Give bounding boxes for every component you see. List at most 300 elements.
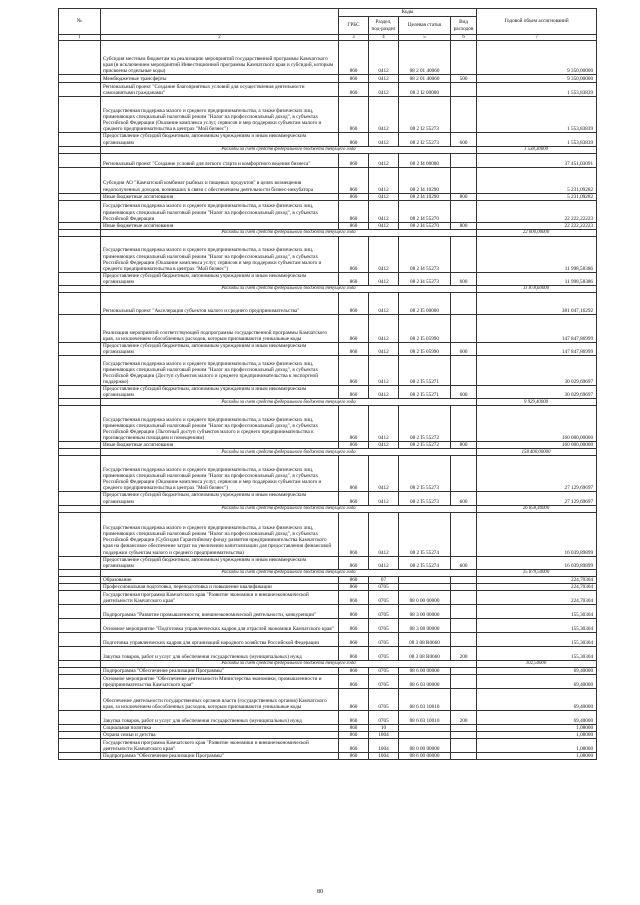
row-number-cell	[59, 711, 101, 725]
row-section: 0412	[369, 386, 399, 399]
row-grbs: 860	[339, 512, 369, 556]
table-row	[59, 133, 597, 146]
row-vr	[451, 633, 477, 647]
row-section: 0705	[369, 711, 399, 725]
row-name: Субсидия местным бюджетам на реализацию мероприятий государственной программы Камчатского края (в исключением мероприятий Инвестиционной программы Камчатского края и субсидий, которым присвоены отдельные коды)	[101, 41, 339, 75]
table-row	[59, 583, 597, 590]
row-target: 08 2 01 40060	[399, 41, 451, 75]
row-name: Подготовка управленческих кадров для организаций народного хозяйства Российской Федерации	[101, 633, 339, 647]
row-number-cell	[59, 689, 101, 711]
row-note: Расходы за счет средств федерального бюджета текущего года	[101, 661, 477, 668]
row-name: Охрана семьи и детства	[101, 732, 339, 739]
row-number-cell	[59, 732, 101, 739]
header-num-2: 2	[101, 35, 339, 41]
row-target	[399, 576, 451, 583]
row-sum: 1 553,83839	[477, 83, 597, 97]
row-grbs: 860	[339, 753, 369, 760]
row-number-cell	[59, 342, 101, 355]
row-name: Подпрограмма "Обеспечение реализации Программы"	[101, 668, 339, 675]
row-target: 08 2 I2 00000	[399, 83, 451, 97]
row-number-cell	[59, 285, 101, 292]
row-sum: 37 451,03091	[477, 153, 597, 167]
row-name: Государственная поддержка малого и среднего предпринимательства, а также физических лиц, применяющих специальный налоговый режим "Налог на профессиональный доход", в субъектах Российской Федерации (Оказание комплекса услуг, сервисов и мер поддержки субъектам малого и среднего предпринимательства в центрах "Мой бизнес")	[101, 236, 339, 272]
row-number-cell	[59, 314, 101, 342]
row-name: Иные бюджетные ассигнования	[101, 442, 339, 449]
row-name: Предоставление субсидий бюджетным, автономным учреждениям и иным некоммерческим организациям	[101, 492, 339, 505]
row-grbs: 860	[339, 725, 369, 732]
row-section: 0705	[369, 591, 399, 605]
row-target	[399, 732, 451, 739]
row-section: 0412	[369, 442, 399, 449]
row-target: 08 2 01 40060	[399, 75, 451, 83]
table-row	[59, 512, 597, 556]
row-number-cell	[59, 449, 101, 456]
row-section: 0412	[369, 75, 399, 83]
table-row	[59, 661, 597, 668]
row-grbs: 860	[339, 689, 369, 711]
row-sum: 22 000,00000	[477, 229, 597, 236]
row-number-cell	[59, 200, 101, 222]
row-grbs: 860	[339, 272, 369, 285]
row-target: 08 6 03 10010	[399, 711, 451, 725]
row-sum: 155,30304	[477, 633, 597, 647]
row-sum: 22 222,22223	[477, 200, 597, 222]
row-grbs: 860	[339, 492, 369, 505]
page-number: 80	[317, 889, 323, 895]
row-note: Расходы за счет средств федерального бюджета текущего года	[101, 449, 477, 456]
header-sum: Годовой объем ассигнований	[477, 9, 597, 35]
row-name: Предоставление субсидий бюджетным, автономным учреждениям и иным некоммерческим организациям	[101, 133, 339, 146]
row-target: 08 6 03 00000	[399, 675, 451, 689]
row-grbs: 860	[339, 647, 369, 661]
table-row	[59, 229, 597, 236]
table-row	[59, 739, 597, 753]
row-vr: 800	[451, 442, 477, 449]
table-row	[59, 647, 597, 661]
row-number-cell	[59, 133, 101, 146]
row-target: 08 2 I2 55273	[399, 133, 451, 146]
row-vr	[451, 739, 477, 753]
row-section: 0412	[369, 133, 399, 146]
row-vr: 200	[451, 711, 477, 725]
table-row	[59, 75, 597, 83]
row-target: 08 2 I5 55271	[399, 386, 451, 399]
row-sum: 147 847,86999	[477, 314, 597, 342]
row-section: 0412	[369, 492, 399, 505]
table-row	[59, 41, 597, 75]
row-name: Предоставление субсидий бюджетным, автономным учреждениям и иным некоммерческим организациям	[101, 386, 339, 399]
row-name: Иные бюджетные ассигнования	[101, 193, 339, 200]
row-sum: 155,30304	[477, 619, 597, 633]
row-grbs: 860	[339, 193, 369, 200]
row-vr: 600	[451, 556, 477, 569]
row-name: Обеспечение деятельности государственных органов власти (государственных органов) Камчатского края, за исключением обособленных расходов, которым присваиваются уникальные коды	[101, 689, 339, 711]
row-sum: 1,08000	[477, 753, 597, 760]
row-grbs: 860	[339, 133, 369, 146]
table-row	[59, 725, 597, 732]
row-sum: 69,40000	[477, 668, 597, 675]
row-section: 0412	[369, 83, 399, 97]
row-target: 08 2 I5 55274	[399, 556, 451, 569]
row-grbs: 860	[339, 583, 369, 590]
row-target: 08 2 I5 55273	[399, 492, 451, 505]
row-number-cell	[59, 222, 101, 229]
header-num-5: 5	[399, 35, 451, 41]
row-grbs: 860	[339, 292, 369, 314]
row-sum: 11 878,60000	[477, 285, 597, 292]
row-grbs: 860	[339, 556, 369, 569]
row-sum: 11 998,58386	[477, 236, 597, 272]
row-number-cell	[59, 668, 101, 675]
row-sum: 147 847,86999	[477, 342, 597, 355]
row-number-cell	[59, 83, 101, 97]
row-sum: 9 350,00000	[477, 75, 597, 83]
header-num-4: 4	[369, 35, 399, 41]
header-num-1: 1	[59, 35, 101, 41]
row-note: Расходы за счет средств федерального бюджета текущего года	[101, 146, 477, 153]
row-sum: 102,50000	[477, 661, 597, 668]
row-section: 10	[369, 725, 399, 732]
row-sum: 5 231,09282	[477, 167, 597, 193]
row-grbs: 860	[339, 222, 369, 229]
row-vr	[451, 725, 477, 732]
row-target: 08 6 00 00000	[399, 668, 451, 675]
row-target: 08 2 I5 05990	[399, 342, 451, 355]
row-note: Расходы за счет средств федерального бюджета текущего года	[101, 229, 477, 236]
header-vr: Вид расходов	[451, 17, 477, 35]
row-number-cell	[59, 146, 101, 153]
row-section: 0412	[369, 167, 399, 193]
row-name: Образование	[101, 576, 339, 583]
row-name: Государственная поддержка малого и среднего предпринимательства, а также физических лиц, применяющих специальный налоговый режим "Налог на профессиональный доход", в субъектах Российской Федерации (Оказание комплекса услуг, сервисов и мер поддержки субъектам малого и среднего предпринимательства в центрах "Мой бизнес")	[101, 97, 339, 133]
row-target: 08 2 I5 55272	[399, 442, 451, 449]
row-target: 08 3 08 R0660	[399, 633, 451, 647]
table-row	[59, 668, 597, 675]
row-name: Основное мероприятие "Подготовка управленческих кадров для отраслей экономики Камчатского края"	[101, 619, 339, 633]
table-row	[59, 200, 597, 222]
table-row	[59, 492, 597, 505]
row-grbs: 860	[339, 153, 369, 167]
row-number-cell	[59, 556, 101, 569]
table-row	[59, 675, 597, 689]
row-vr: 600	[451, 133, 477, 146]
row-target: 08 6 00 00000	[399, 753, 451, 760]
row-grbs: 860	[339, 605, 369, 619]
row-name: Иные бюджетные ассигнования	[101, 222, 339, 229]
row-grbs: 860	[339, 200, 369, 222]
table-row	[59, 167, 597, 193]
row-grbs: 860	[339, 167, 369, 193]
row-target: 08 6 03 10010	[399, 689, 451, 711]
row-sum: 9 350,00000	[477, 41, 597, 75]
row-vr	[451, 583, 477, 590]
row-grbs: 860	[339, 456, 369, 492]
row-name: Государственная программа Камчатского края "Развитие экономики и внешнеэкономической деятельности Камчатского края"	[101, 739, 339, 753]
row-target: 08 2 I2 55273	[399, 97, 451, 133]
row-vr	[451, 512, 477, 556]
row-target: 08 3 00 00000	[399, 605, 451, 619]
row-number-cell	[59, 75, 101, 83]
row-number-cell	[59, 569, 101, 576]
row-vr: 800	[451, 222, 477, 229]
row-name: Подпрограмма "Развитие промышленности, внешнеэкономической деятельности, конкуренции"	[101, 605, 339, 619]
row-number-cell	[59, 386, 101, 399]
row-vr	[451, 668, 477, 675]
table-row	[59, 442, 597, 449]
row-section: 0412	[369, 556, 399, 569]
table-row	[59, 633, 597, 647]
row-grbs: 860	[339, 342, 369, 355]
row-section: 0705	[369, 583, 399, 590]
row-grbs: 860	[339, 75, 369, 83]
row-name: Реализация мероприятий соответствующей подпрограммы государственной программы Камчатского края, за исключением обособленных расходов, которым присваиваются уникальные коды	[101, 314, 339, 342]
row-name: Подпрограмма "Обеспечение реализации Программы"	[101, 753, 339, 760]
row-note: Расходы за счет средств федерального бюджета текущего года	[101, 399, 477, 406]
row-sum: 27 129,69697	[477, 456, 597, 492]
row-number-cell	[59, 41, 101, 75]
row-section: 0412	[369, 222, 399, 229]
row-note: Расходы за счет средств федерального бюджета текущего года	[101, 569, 477, 576]
row-grbs: 860	[339, 633, 369, 647]
row-vr	[451, 356, 477, 386]
row-section: 0412	[369, 97, 399, 133]
row-vr	[451, 314, 477, 342]
row-target: 08 2 I4 00000	[399, 153, 451, 167]
row-name: Закупка товаров, работ и услуг для обеспечения государственных (муниципальных) нужд	[101, 711, 339, 725]
row-number-cell	[59, 576, 101, 583]
row-target: 08 2 I5 55273	[399, 456, 451, 492]
row-target: 08 2 I5 00000	[399, 292, 451, 314]
row-sum: 69,40000	[477, 689, 597, 711]
row-target: 08 2 I4 55270	[399, 200, 451, 222]
row-note: Расходы за счет средств федерального бюджета текущего года	[101, 505, 477, 512]
row-name: Основное мероприятие "Обеспечение деятельности Министерства экономики, промышленности и предпринимательства Камчатского края"	[101, 675, 339, 689]
row-sum: 1 553,83839	[477, 133, 597, 146]
row-target: 08 2 I5 05990	[399, 314, 451, 342]
row-grbs: 860	[339, 711, 369, 725]
budget-table	[58, 8, 597, 760]
row-target: 08 2 I5 55274	[399, 512, 451, 556]
row-section: 0412	[369, 512, 399, 556]
row-name: Профессиональная подготовка, переподготовка и повышение квалификации	[101, 583, 339, 590]
row-vr: 800	[451, 193, 477, 200]
row-vr: 600	[451, 492, 477, 505]
header-name	[101, 9, 339, 35]
row-section: 0705	[369, 605, 399, 619]
row-number-cell	[59, 167, 101, 193]
row-sum: 381 047,16292	[477, 292, 597, 314]
row-name: Государственная поддержка малого и среднего предпринимательства, а также физических лиц, применяющих специальный налоговый режим "Налог на профессиональный доход", в субъектах Российской Федерации (Оказание комплекса услуг, сервисов и мер поддержки субъектам малого и среднего предпринимательства в центрах "Мой бизнес")	[101, 456, 339, 492]
row-grbs: 860	[339, 97, 369, 133]
row-number-cell	[59, 675, 101, 689]
table-row	[59, 285, 597, 292]
row-vr	[451, 456, 477, 492]
row-sum: 224,70304	[477, 591, 597, 605]
row-sum: 1,08000	[477, 725, 597, 732]
row-vr	[451, 576, 477, 583]
row-vr: 600	[451, 272, 477, 285]
row-section: 0412	[369, 193, 399, 200]
row-number-cell	[59, 619, 101, 633]
row-vr	[451, 675, 477, 689]
table-row	[59, 449, 597, 456]
row-grbs: 860	[339, 668, 369, 675]
row-target: 08 2 I4 10290	[399, 167, 451, 193]
row-name: Субсидия АО "Камчатский комбинат рыбных и пищевых продуктов" в целях возмещения недополученных доходов, возникших в связи с обеспечением деятельности бизнес-инкубатора	[101, 167, 339, 193]
row-vr	[451, 83, 477, 97]
row-number-cell	[59, 236, 101, 272]
table-row	[59, 689, 597, 711]
row-name: Региональный проект "Акселерация субъектов малого и среднего предпринимательства"	[101, 292, 339, 314]
row-target	[399, 583, 451, 590]
row-vr	[451, 236, 477, 272]
table-row	[59, 356, 597, 386]
table-row	[59, 732, 597, 739]
row-note: Расходы за счет средств федерального бюджета текущего года	[101, 285, 477, 292]
header-grbs: ГРБС	[339, 17, 369, 35]
row-target: 08 3 08 R0660	[399, 647, 451, 661]
row-grbs: 860	[339, 356, 369, 386]
row-number-cell	[59, 739, 101, 753]
table-body	[59, 41, 597, 760]
row-section: 0412	[369, 456, 399, 492]
header-num-6: 6	[451, 35, 477, 41]
row-sum: 160 000,00000	[477, 406, 597, 442]
row-vr	[451, 591, 477, 605]
row-grbs: 860	[339, 236, 369, 272]
row-number-cell	[59, 229, 101, 236]
row-name: Предоставление субсидий бюджетным, автономным учреждениям и иным некоммерческим организациям	[101, 342, 339, 355]
row-grbs: 860	[339, 406, 369, 442]
row-number-cell	[59, 583, 101, 590]
row-name: Региональный проект "Создание условий для легкого старта и комфортного ведения бизнеса"	[101, 153, 339, 167]
row-section: 0705	[369, 647, 399, 661]
row-number-cell	[59, 406, 101, 442]
row-section: 0412	[369, 236, 399, 272]
table-row	[59, 753, 597, 760]
row-section: 07	[369, 576, 399, 583]
row-sum: 224,70304	[477, 583, 597, 590]
table-row	[59, 591, 597, 605]
row-number-cell	[59, 356, 101, 386]
table-row	[59, 569, 597, 576]
row-section: 1004	[369, 732, 399, 739]
table-row	[59, 193, 597, 200]
table-row	[59, 556, 597, 569]
row-sum: 27 129,69697	[477, 492, 597, 505]
row-number-cell	[59, 399, 101, 406]
row-name: Региональный проект "Создание благоприятных условий для осуществления деятельности самозанятыми гражданами"	[101, 83, 339, 97]
row-name: Закупка товаров, работ и услуг для обеспечения государственных (муниципальных) нужд	[101, 647, 339, 661]
row-section: 0705	[369, 689, 399, 711]
row-number-cell	[59, 753, 101, 760]
row-sum: 1,08000	[477, 732, 597, 739]
row-name: Государственная программа Камчатского края "Развитие экономики и внешнеэкономической деятельности Камчатского края"	[101, 591, 339, 605]
table-row	[59, 605, 597, 619]
row-grbs: 860	[339, 442, 369, 449]
row-name: Государственная поддержка малого и среднего предпринимательства, а также физических лиц, применяющих специальный налоговый режим "Налог на профессиональный доход", в субъектах Российской Федерации (Льготный доступ субъектов малого и среднего предпринимательства к производственным площадям и помещениям)	[101, 406, 339, 442]
row-section: 0412	[369, 41, 399, 75]
row-sum: 30 029,69697	[477, 386, 597, 399]
row-sum: 1 553,83839	[477, 97, 597, 133]
row-number-cell	[59, 292, 101, 314]
table-row	[59, 505, 597, 512]
row-name: Социальная политика	[101, 725, 339, 732]
row-section: 0705	[369, 668, 399, 675]
table-row	[59, 292, 597, 314]
row-number-cell	[59, 512, 101, 556]
row-grbs: 860	[339, 41, 369, 75]
table-row	[59, 711, 597, 725]
row-sum: 30 029,69697	[477, 356, 597, 386]
row-target: 08 2 I4 10290	[399, 193, 451, 200]
table-row	[59, 146, 597, 153]
row-vr	[451, 689, 477, 711]
row-sum: 22 222,22223	[477, 222, 597, 229]
table-row	[59, 456, 597, 492]
row-grbs: 860	[339, 732, 369, 739]
table-row	[59, 576, 597, 583]
row-sum: 16 039,89899	[477, 512, 597, 556]
table-row	[59, 83, 597, 97]
table-row	[59, 97, 597, 133]
row-number-cell	[59, 97, 101, 133]
table-row	[59, 399, 597, 406]
row-number-cell	[59, 725, 101, 732]
table-row	[59, 222, 597, 229]
row-number-cell	[59, 661, 101, 668]
row-vr	[451, 41, 477, 75]
row-vr	[451, 753, 477, 760]
header-num-7: 7	[477, 35, 597, 41]
row-sum: 1 538,30000	[477, 146, 597, 153]
row-grbs: 860	[339, 314, 369, 342]
row-number-cell	[59, 153, 101, 167]
row-vr	[451, 619, 477, 633]
row-section: 0412	[369, 356, 399, 386]
row-name: Предоставление субсидий бюджетным, автономным учреждениям и иным некоммерческим организациям	[101, 556, 339, 569]
row-vr	[451, 732, 477, 739]
row-vr: 200	[451, 647, 477, 661]
row-vr: 600	[451, 342, 477, 355]
row-grbs: 860	[339, 386, 369, 399]
row-sum: 158 400,00000	[477, 449, 597, 456]
row-name: Государственная поддержка малого и среднего предпринимательства, а также физических лиц, применяющих специальный налоговый режим "Налог на профессиональный доход", в субъектах Российской Федерации (Доступ субъектов малого и среднего предпринимательства к экспортной поддержке)	[101, 356, 339, 386]
row-section: 0412	[369, 314, 399, 342]
row-sum: 224,70304	[477, 576, 597, 583]
row-target: 08 3 08 00000	[399, 619, 451, 633]
row-section: 0705	[369, 619, 399, 633]
row-target: 08 0 00 00000	[399, 739, 451, 753]
row-sum: 69,40000	[477, 711, 597, 725]
table-row	[59, 342, 597, 355]
row-target: 08 2 I5 55271	[399, 356, 451, 386]
row-number-cell	[59, 442, 101, 449]
row-section: 0412	[369, 200, 399, 222]
row-number-cell	[59, 505, 101, 512]
row-name: Предоставление субсидий бюджетным, автономным учреждениям и иным некоммерческим организациям	[101, 272, 339, 285]
table-row	[59, 272, 597, 285]
row-vr	[451, 167, 477, 193]
row-sum: 1,08000	[477, 739, 597, 753]
row-vr: 500	[451, 75, 477, 83]
row-vr	[451, 153, 477, 167]
row-number-cell	[59, 492, 101, 505]
row-number-cell	[59, 272, 101, 285]
header-codes: Коды	[339, 9, 477, 17]
row-number-cell	[59, 193, 101, 200]
row-sum: 5 231,09282	[477, 193, 597, 200]
